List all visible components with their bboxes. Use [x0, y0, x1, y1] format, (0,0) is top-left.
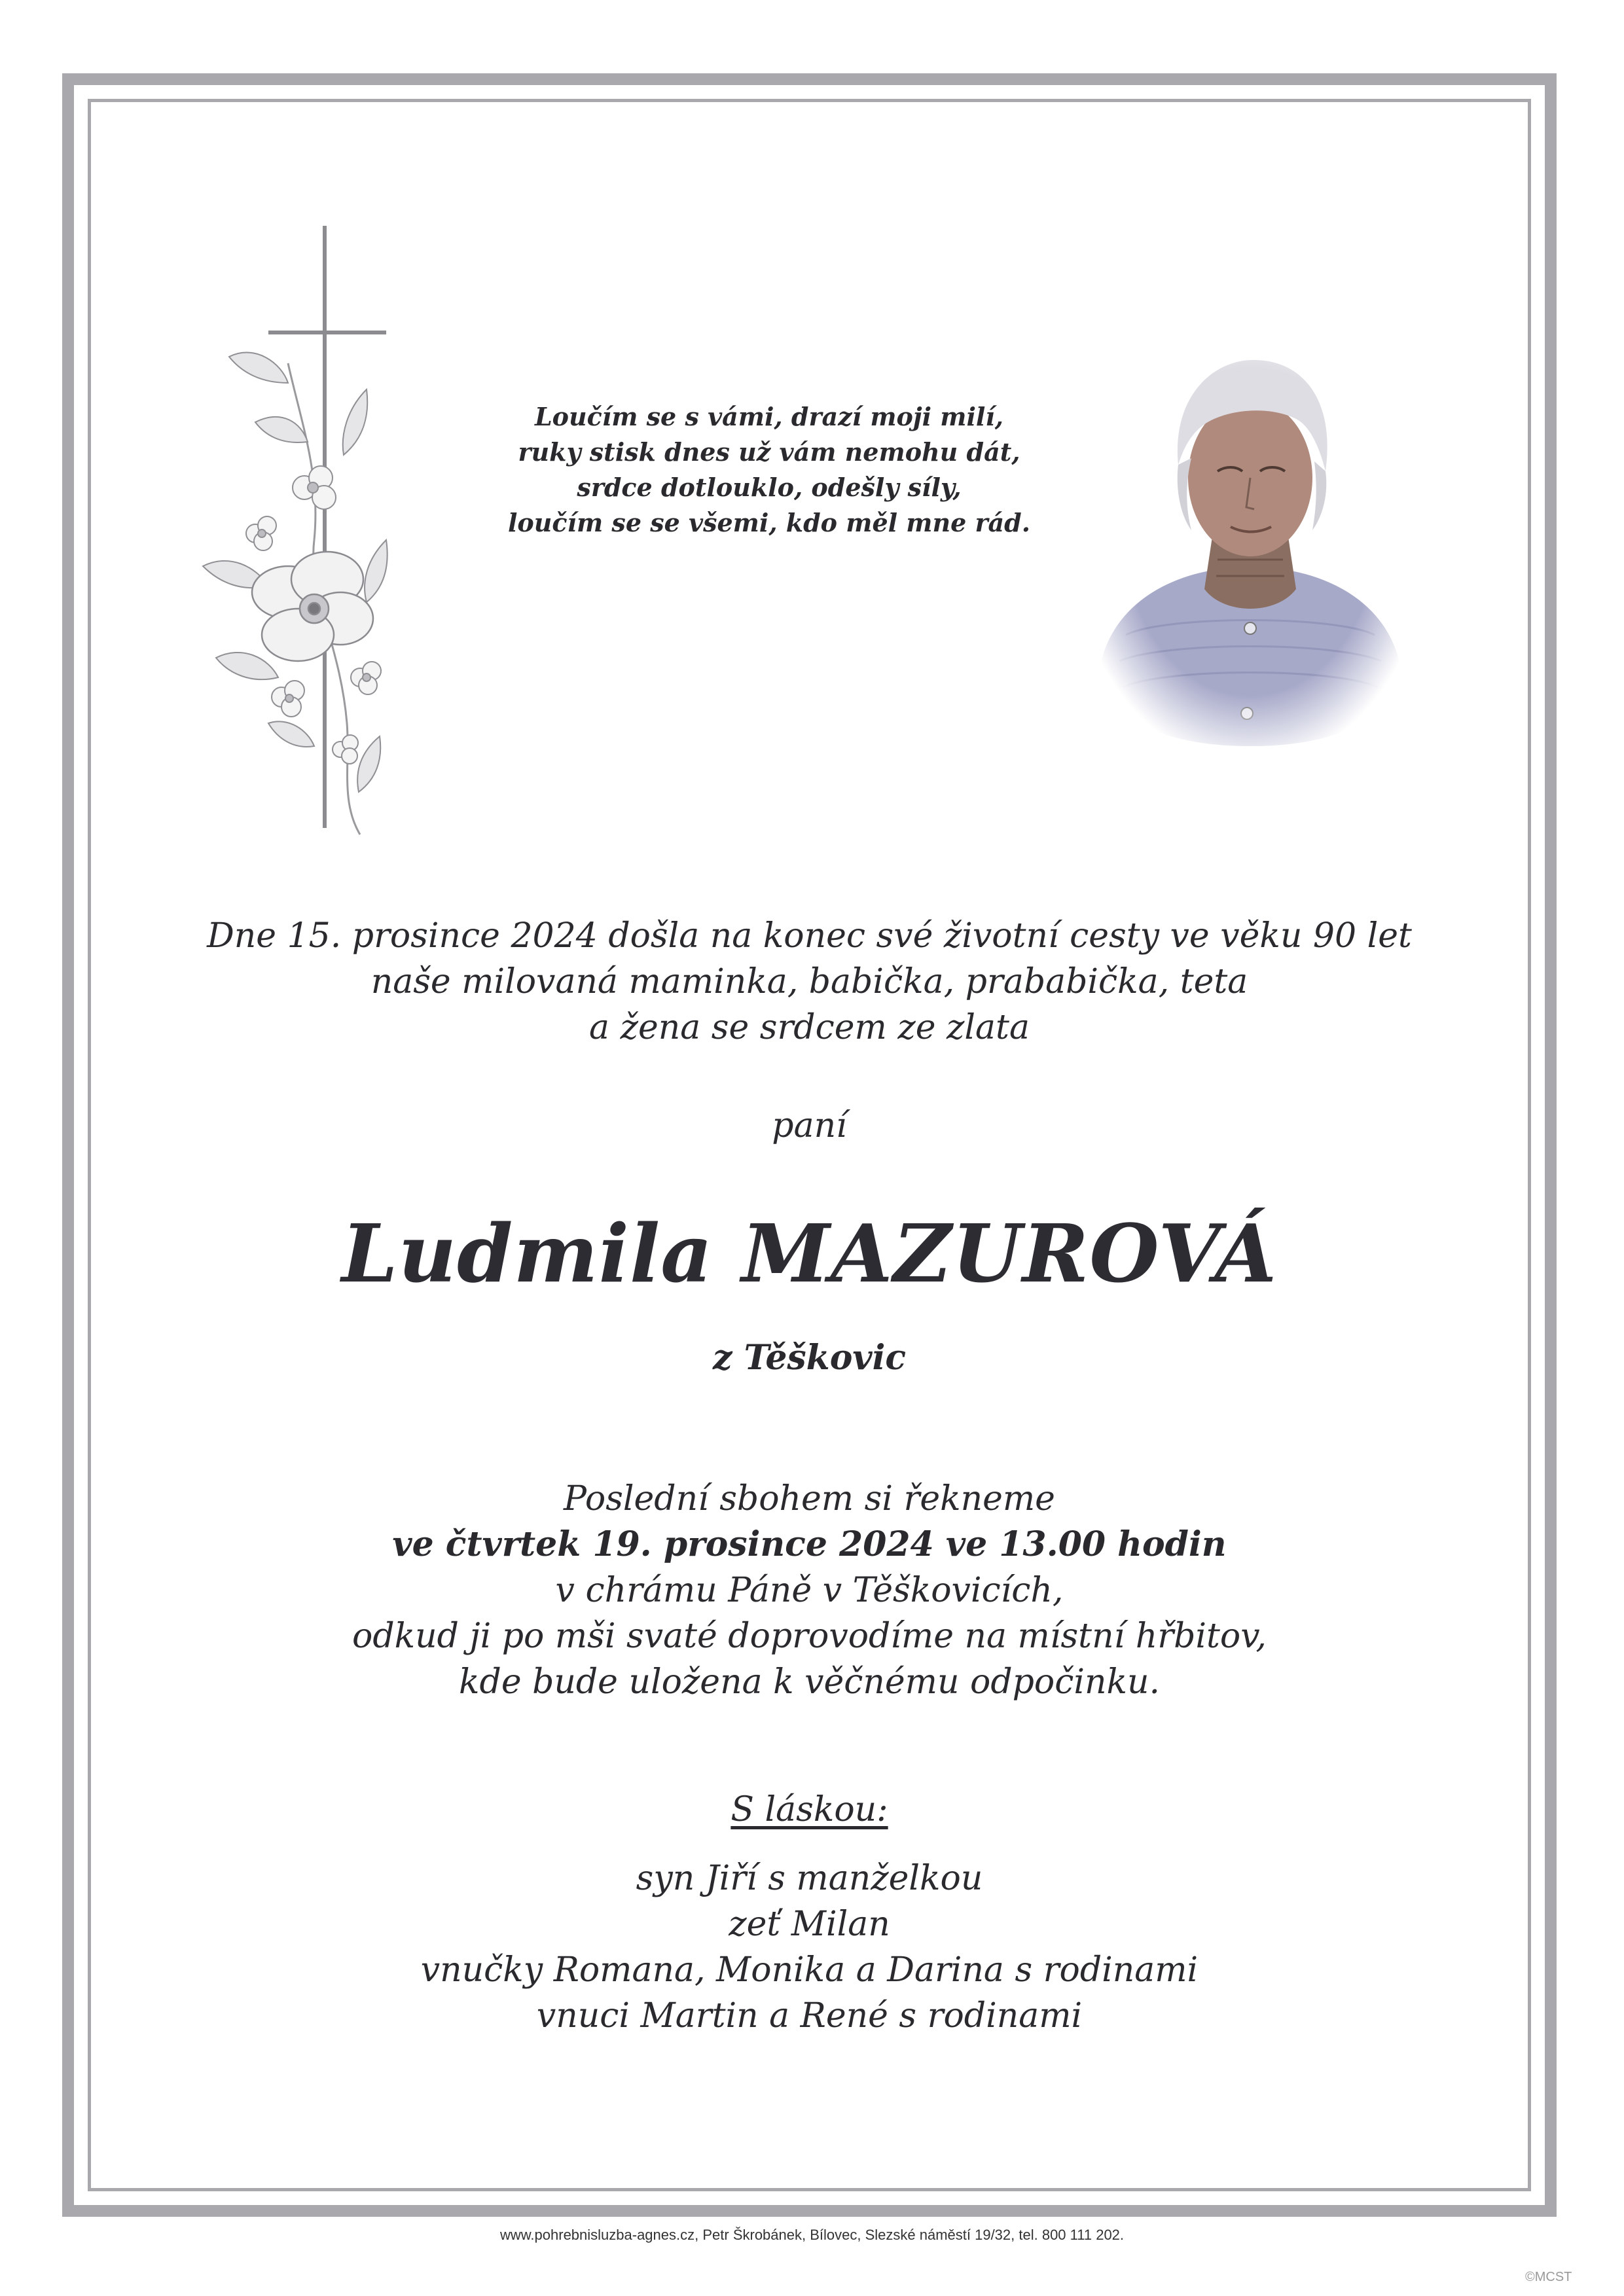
funeral-date-time: ve čtvrtek 19. prosince 2024 ve 13.00 hodin — [392, 1524, 1227, 1564]
poem-line: srdce dotlouklo, odešly síly, — [577, 473, 962, 502]
funeral-line: Poslední sbohem si řekneme — [564, 1479, 1055, 1518]
with-love-label: S láskou: — [731, 1790, 888, 1829]
announcement-line: Dne 15. prosince 2024 došla na konec své životní cesty ve věku 90 let — [207, 916, 1412, 956]
with-love-heading — [88, 1787, 1531, 1833]
poem-line: loučím se se všemi, kdo měl mne rád. — [508, 508, 1030, 537]
funeral-line: odkud ji po mši svaté doprovodíme na místní hřbitov, — [352, 1617, 1267, 1656]
funeral-line: v chrámu Páně v Těškovicích, — [555, 1571, 1064, 1610]
announcement-text — [88, 913, 1531, 1050]
family-member: vnučky Romana, Monika a Darina s rodinami — [420, 1950, 1199, 1990]
family-member: syn Jiří s manželkou — [636, 1859, 983, 1898]
announcement-line: a žena se srdcem ze zlata — [589, 1008, 1030, 1047]
deceased-name: Ludmila MAZUROVÁ — [341, 1206, 1278, 1300]
poem-line: ruky stisk dnes už vám nemohu dát, — [518, 437, 1020, 467]
funeral-line: kde bude uložena k věčnému odpočinku. — [459, 1662, 1160, 1702]
poem-line: Loučím se s vámi, drazí moji milí, — [534, 402, 1004, 431]
poem — [458, 399, 1080, 541]
copyright-mark: ©MCST — [1525, 2270, 1572, 2284]
family-list — [88, 1856, 1531, 2039]
honorific: paní — [772, 1106, 847, 1145]
origin-place: z Těškovic — [712, 1338, 907, 1378]
footer-contact: www.pohrebnisluzba-agnes.cz, Petr Škrobánek, Bílovec, Slezské náměstí 19/32, tel. 800 111 202. — [499, 2227, 1125, 2243]
cross-with-flowers-icon — [190, 226, 439, 848]
family-member: vnuci Martin a René s rodinami — [536, 1996, 1083, 2036]
portrait-photo — [1087, 327, 1414, 753]
funeral-details — [88, 1476, 1531, 1705]
family-member: zeť Milan — [729, 1905, 890, 1944]
announcement-line: naše milovaná maminka, babička, prababička, teta — [370, 962, 1248, 1001]
